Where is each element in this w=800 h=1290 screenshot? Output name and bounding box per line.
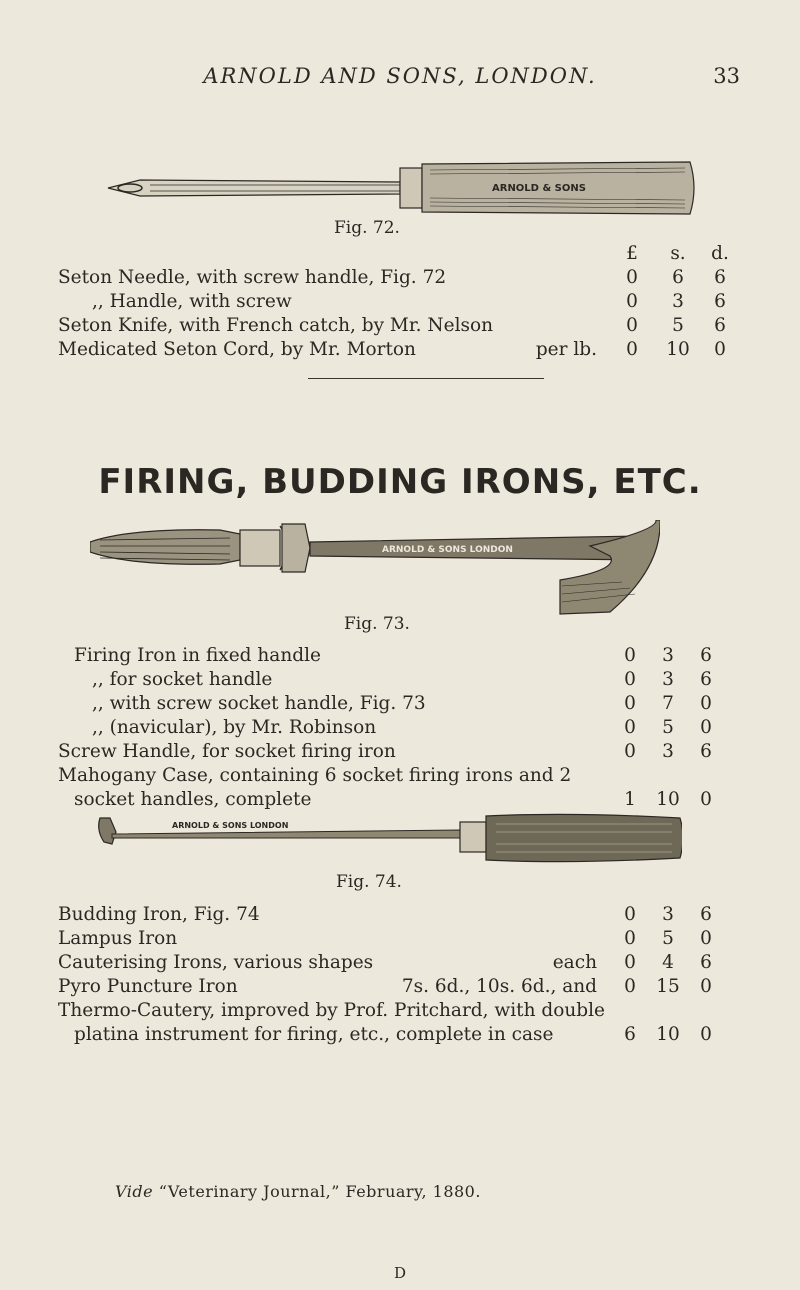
shillings-value: 3 xyxy=(672,291,684,312)
item-unit: per lb. xyxy=(535,339,597,360)
pounds-value: 0 xyxy=(624,717,636,738)
item-description: Firing Iron in fixed handle xyxy=(74,645,321,666)
pounds-value: 0 xyxy=(624,669,636,690)
journal-citation: “Veterinary Journal,” February, 1880. xyxy=(158,1182,481,1201)
price-row xyxy=(0,740,800,764)
pence-value: 0 xyxy=(700,717,712,738)
pence-value: 0 xyxy=(700,976,712,997)
price-row xyxy=(0,338,800,362)
pence-value: 6 xyxy=(714,291,726,312)
pounds-value: 0 xyxy=(624,928,636,949)
shillings-value: 10 xyxy=(666,339,690,360)
price-row xyxy=(0,644,800,668)
price-row xyxy=(0,927,800,951)
shillings-value: 10 xyxy=(656,789,680,810)
item-description: Thermo-Cautery, improved by Prof. Pritchard, with double xyxy=(58,1000,605,1021)
price-row xyxy=(0,668,800,692)
pounds-value: 0 xyxy=(626,267,638,288)
pence-header: d. xyxy=(711,243,729,264)
shillings-value: 5 xyxy=(672,315,684,336)
pence-value: 6 xyxy=(700,952,712,973)
item-description: Seton Knife, with French catch, by Mr. Nelson xyxy=(58,315,494,336)
item-description: Cauterising Irons, various shapes xyxy=(58,952,374,973)
item-description: ,, for socket handle xyxy=(92,669,273,690)
shillings-value: 10 xyxy=(656,1024,680,1045)
shillings-value: 3 xyxy=(662,904,674,925)
item-description: ,, with screw socket handle, Fig. 73 xyxy=(92,693,426,714)
pounds-value: 6 xyxy=(624,1024,636,1045)
item-description: Seton Needle, with screw handle, Fig. 72 xyxy=(58,267,447,288)
shillings-value: 6 xyxy=(672,267,684,288)
item-description: platina instrument for firing, etc., complete in case xyxy=(74,1024,554,1045)
item-unit: each xyxy=(552,952,597,973)
pounds-value: 1 xyxy=(624,789,636,810)
pounds-value: 0 xyxy=(626,339,638,360)
pounds-value: 0 xyxy=(624,976,636,997)
fig-73-maker-mark: ARNOLD & SONS LONDON xyxy=(382,545,513,555)
citation-footer xyxy=(115,1182,481,1201)
pounds-value: 0 xyxy=(624,693,636,714)
price-row xyxy=(0,692,800,716)
pence-value: 0 xyxy=(700,693,712,714)
fig-73-firing-iron-illustration xyxy=(90,520,660,620)
item-description: Lampus Iron xyxy=(58,928,178,949)
vide-label: Vide xyxy=(115,1182,154,1201)
fig-72-maker-mark: ARNOLD & SONS xyxy=(492,183,586,194)
item-description: Pyro Puncture Iron xyxy=(58,976,238,997)
shillings-header: s. xyxy=(670,243,686,264)
price-row xyxy=(0,314,800,338)
pence-value: 6 xyxy=(714,267,726,288)
fig-73-caption: Fig. 73. xyxy=(344,614,410,634)
pounds-header: £ xyxy=(626,243,638,264)
item-description: ,, (navicular), by Mr. Robinson xyxy=(92,717,377,738)
price-row xyxy=(0,266,800,290)
price-row xyxy=(0,999,800,1023)
pence-value: 6 xyxy=(700,904,712,925)
shillings-value: 7 xyxy=(662,693,674,714)
price-row xyxy=(0,764,800,788)
pence-value: 6 xyxy=(714,315,726,336)
pence-value: 0 xyxy=(700,789,712,810)
pounds-value: 0 xyxy=(626,315,638,336)
item-description: socket handles, complete xyxy=(74,789,312,810)
item-description: Medicated Seton Cord, by Mr. Morton xyxy=(58,339,416,360)
running-header-title: ARNOLD AND SONS, LONDON. xyxy=(203,64,597,88)
shillings-value: 3 xyxy=(662,741,674,762)
price-row xyxy=(0,903,800,927)
pounds-value: 0 xyxy=(626,291,638,312)
pounds-value: 0 xyxy=(624,904,636,925)
section-heading: FIRING, BUDDING IRONS, ETC. xyxy=(98,462,702,502)
pence-value: 6 xyxy=(700,645,712,666)
price-row xyxy=(0,975,800,999)
fig-72-seton-needle-illustration xyxy=(100,158,700,218)
shillings-value: 4 xyxy=(662,952,674,973)
pounds-value: 0 xyxy=(624,741,636,762)
pounds-value: 0 xyxy=(624,645,636,666)
pounds-value: 0 xyxy=(624,952,636,973)
item-description: ,, Handle, with screw xyxy=(92,291,292,312)
shillings-value: 15 xyxy=(656,976,680,997)
item-description: Mahogany Case, containing 6 socket firing irons and 2 xyxy=(58,765,572,786)
price-row xyxy=(0,951,800,975)
fig-74-caption: Fig. 74. xyxy=(336,872,402,892)
fig-74-budding-iron-illustration xyxy=(92,808,682,870)
price-row xyxy=(0,1023,800,1047)
fig-74-maker-mark: ARNOLD & SONS LONDON xyxy=(172,821,289,830)
item-description: Screw Handle, for socket firing iron xyxy=(58,741,396,762)
currency-header xyxy=(0,242,800,266)
shillings-value: 5 xyxy=(662,717,674,738)
item-description: Budding Iron, Fig. 74 xyxy=(58,904,260,925)
pence-value: 6 xyxy=(700,741,712,762)
signature-mark: D xyxy=(393,1264,407,1282)
section-divider xyxy=(308,378,544,379)
item-unit: 7s. 6d., 10s. 6d., and xyxy=(401,976,597,997)
shillings-value: 3 xyxy=(662,645,674,666)
price-row xyxy=(0,290,800,314)
pence-value: 0 xyxy=(700,1024,712,1045)
pence-value: 0 xyxy=(714,339,726,360)
price-row xyxy=(0,716,800,740)
shillings-value: 3 xyxy=(662,669,674,690)
pence-value: 0 xyxy=(700,928,712,949)
pence-value: 6 xyxy=(700,669,712,690)
shillings-value: 5 xyxy=(662,928,674,949)
fig-72-caption: Fig. 72. xyxy=(334,218,400,238)
page-number: 33 xyxy=(713,64,740,88)
